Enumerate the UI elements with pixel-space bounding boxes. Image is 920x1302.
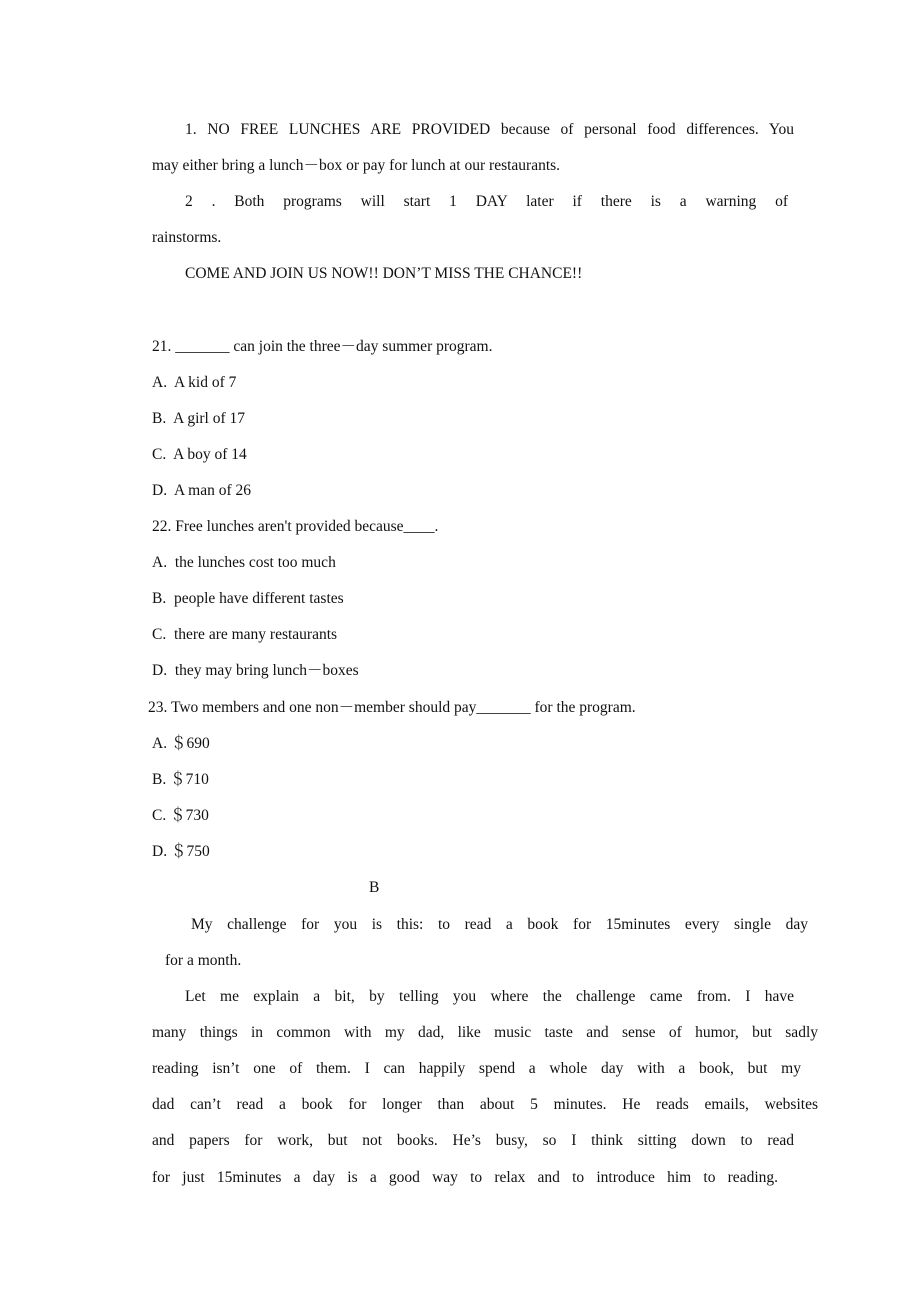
passage-line: for just 15minutes a day is a good way to relax and to introduce him to reading. [152, 1169, 778, 1186]
passage-line: many things in common with my dad, like music taste and sense of humor, but sadly [152, 1024, 818, 1041]
question-21-option-a: A. A kid of 7 [152, 374, 237, 391]
question-22-option-c: C. there are many restaurants [152, 626, 338, 643]
question-22-option-a: A. the lunches cost too much [152, 554, 336, 571]
question-22-option-d: D. they may bring lunch－boxes [152, 662, 359, 679]
question-23-option-c: C. ＄730 [152, 807, 209, 824]
passage-line: dad can’t read a book for longer than about 5 minutes. He reads emails, websites [152, 1096, 818, 1113]
question-23-stem: 23. Two members and one non－member should pay_______ for the program. [148, 699, 636, 716]
question-22-option-b: B. people have different tastes [152, 590, 344, 607]
closing-line: COME AND JOIN US NOW!! DON’T MISS THE CHANCE!! [185, 265, 583, 282]
passage-line: My challenge for you is this: to read a book for 15minutes every single day [191, 916, 808, 933]
note-2-line-1: 2 . Both programs will start 1 DAY later if there is a warning of [185, 193, 788, 210]
section-b-heading: B [369, 879, 380, 896]
question-23-option-b: B. ＄710 [152, 771, 209, 788]
note-2-line-2: rainstorms. [152, 229, 222, 246]
question-21-option-d: D. A man of 26 [152, 482, 252, 499]
note-1-line-1: 1. NO FREE LUNCHES ARE PROVIDED because of personal food differences. You [185, 121, 794, 138]
passage-line: and papers for work, but not books. He’s busy, so I think sitting down to read [152, 1132, 794, 1149]
question-23-option-d: D. ＄750 [152, 843, 210, 860]
passage-line: Let me explain a bit, by telling you where the challenge came from. I have [185, 988, 794, 1005]
question-21-option-b: B. A girl of 17 [152, 410, 246, 427]
passage-line: for a month. [165, 952, 242, 969]
question-21-stem: 21. _______ can join the three－day summer program. [152, 338, 493, 355]
question-23-option-a: A. ＄690 [152, 735, 210, 752]
note-1-line-2: may either bring a lunch－box or pay for lunch at our restaurants. [152, 157, 561, 174]
question-21-option-c: C. A boy of 14 [152, 446, 247, 463]
passage-line: reading isn’t one of them. I can happily spend a whole day with a book, but my [152, 1060, 801, 1077]
question-22-stem: 22. Free lunches aren't provided because____. [152, 518, 439, 535]
